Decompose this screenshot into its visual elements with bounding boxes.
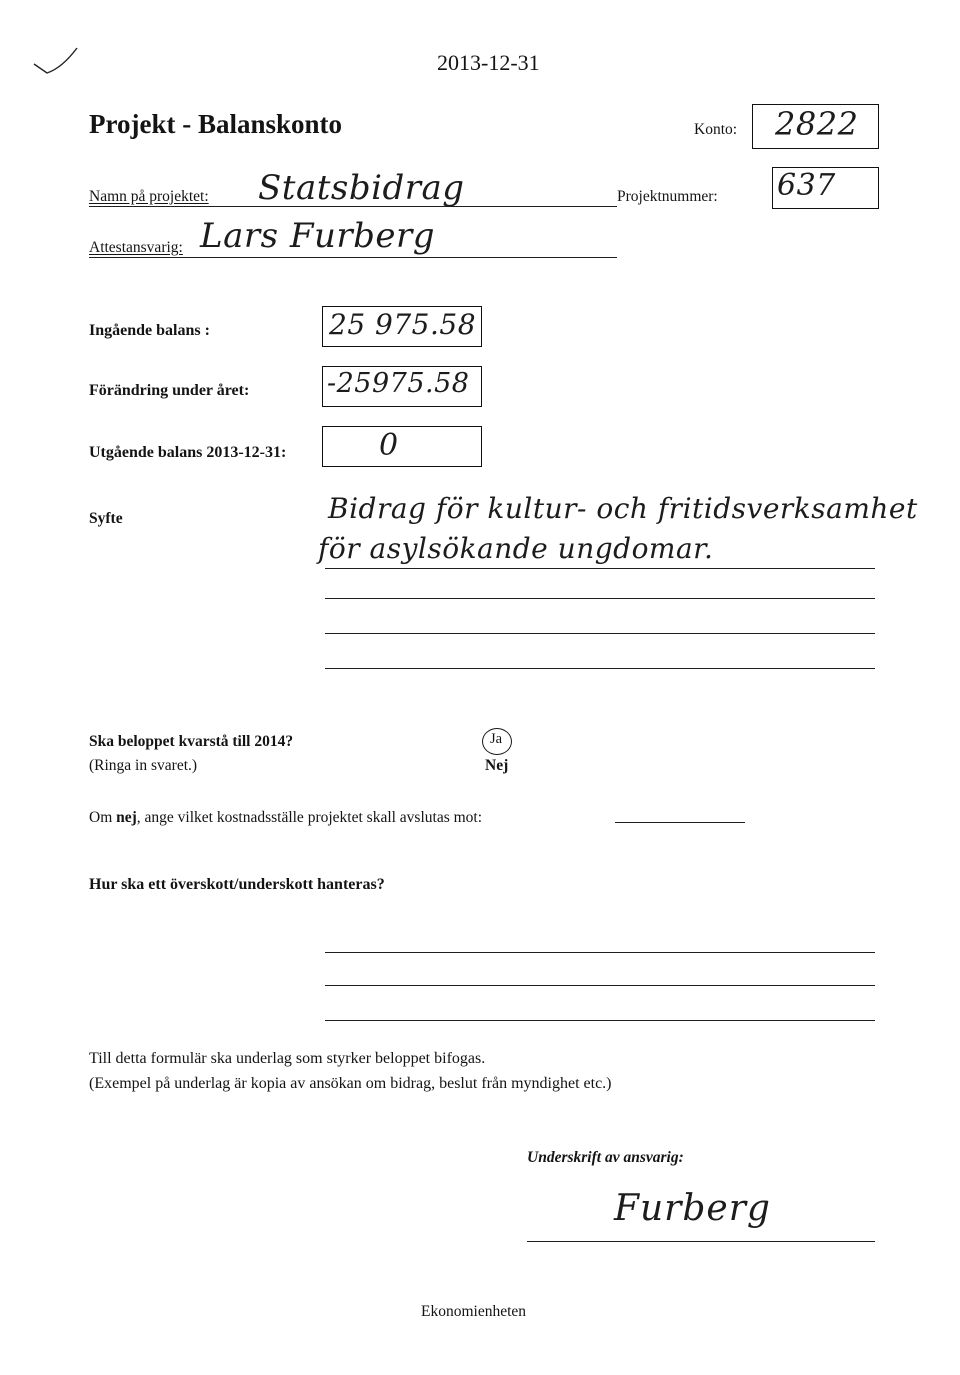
project-name-value: Statsbidrag [258, 168, 465, 208]
purpose-rule-2 [325, 598, 875, 599]
surplus-rule-2 [325, 985, 875, 986]
attachments-example: (Exempel på underlag är kopia av ansökan om bidrag, beslut från myndighet etc.) [89, 1075, 612, 1092]
opening-balance-value: 25 975.58 [329, 308, 477, 341]
page-title: Projekt - Balanskonto [89, 109, 343, 139]
change-during-year-box [322, 366, 482, 407]
carry-over-question: Ska beloppet kvarstå till 2014? [89, 733, 294, 750]
closing-balance-box [322, 426, 482, 467]
cost-center-suffix: , ange vilket kostnadsställe projektet skall avslutas mot: [136, 809, 483, 826]
cost-center-question [89, 809, 482, 827]
account-label: Konto: [694, 121, 738, 138]
responsible-value: Lars Furberg [200, 216, 436, 256]
closing-balance-label: Utgående balans 2013-12-31: [89, 444, 287, 461]
purpose-label: Syfte [89, 510, 123, 527]
answer-yes: Ja [490, 731, 503, 747]
signature-label: Underskrift av ansvarig: [527, 1149, 684, 1166]
project-number-box [772, 167, 879, 209]
purpose-rule-4 [325, 668, 875, 669]
opening-balance-label: Ingående balans : [89, 322, 210, 339]
surplus-rule-1 [325, 952, 875, 953]
answer-no: Nej [485, 757, 509, 774]
change-during-year-value: -25975.58 [327, 368, 470, 399]
closing-balance-value: 0 [379, 428, 399, 463]
purpose-rule-1 [325, 568, 875, 569]
signature-value: Furberg [614, 1188, 771, 1229]
signature-line [527, 1241, 875, 1242]
attachments-note: Till detta formulär ska underlag som styrker beloppet bifogas. [89, 1050, 486, 1067]
responsible-line [89, 257, 617, 258]
project-number-value: 637 [777, 168, 836, 203]
account-value: 2822 [775, 105, 859, 143]
change-during-year-label: Förändring under året: [89, 382, 250, 399]
pen-check-mark [30, 44, 82, 80]
opening-balance-box [322, 306, 482, 347]
cost-center-emphasis: nej [116, 809, 137, 826]
purpose-line-2: för asylsökande ungdomar. [318, 532, 714, 565]
project-name-label: Namn på projektet: [89, 188, 209, 205]
responsible-label: Attestansvarig: [89, 239, 183, 256]
project-number-label: Projektnummer: [617, 188, 718, 205]
account-box [752, 104, 879, 149]
cost-center-prefix: Om [89, 809, 117, 826]
surplus-rule-3 [325, 1020, 875, 1021]
carry-over-instruction: (Ringa in svaret.) [89, 757, 198, 774]
purpose-rule-3 [325, 633, 875, 634]
footer-department: Ekonomienheten [421, 1303, 527, 1320]
surplus-question: Hur ska ett överskott/underskott hanteras? [89, 876, 385, 893]
purpose-line-1: Bidrag för kultur- och fritidsverksamhet [328, 492, 918, 525]
document-date: 2013-12-31 [437, 50, 540, 75]
cost-center-answer-line [615, 822, 745, 823]
